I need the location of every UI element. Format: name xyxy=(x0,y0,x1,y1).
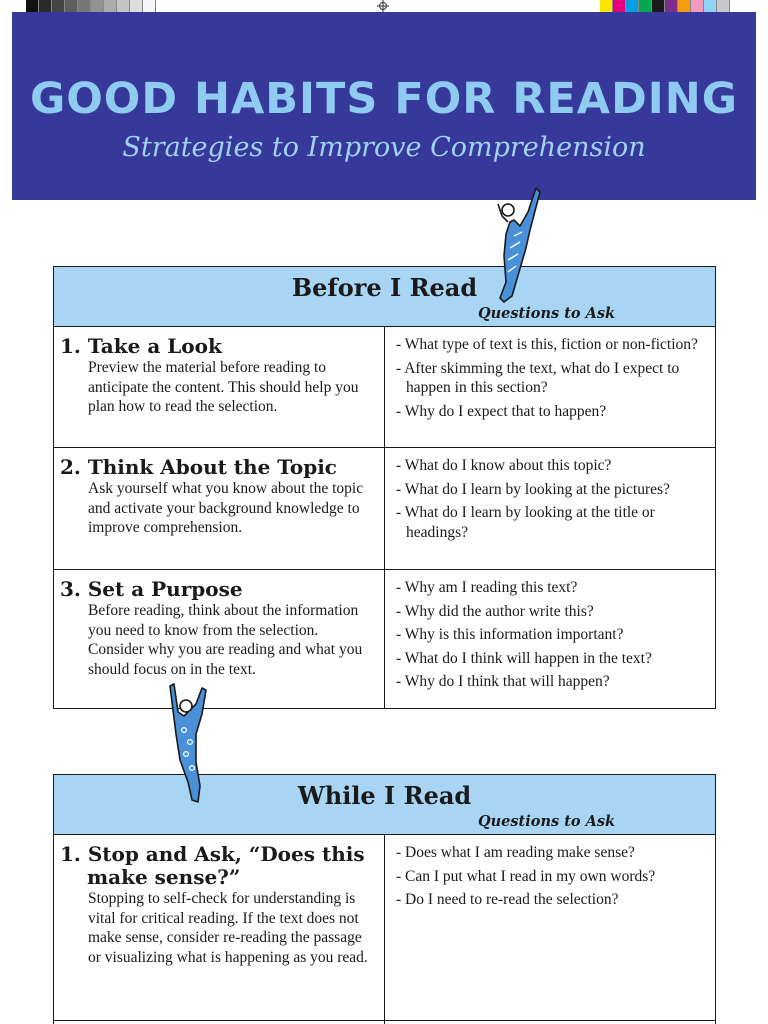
section-title: Before I Read xyxy=(291,273,478,302)
page-subtitle: Strategies to Improve Comprehension xyxy=(122,132,646,163)
question-item: - Why is this information important? xyxy=(396,625,707,645)
question-item: - What type of text is this, fiction or non-fiction? xyxy=(396,335,707,355)
page-title: GOOD HABITS FOR READING xyxy=(29,74,739,124)
question-item: - Why did the author write this? xyxy=(396,602,707,622)
question-item: - Does what I am reading make sense? xyxy=(396,843,707,863)
registration-mark-icon xyxy=(377,0,389,12)
question-list xyxy=(396,578,707,692)
reader-figure-icon xyxy=(162,682,210,806)
question-item: - Can I put what I read in my own words? xyxy=(396,867,707,887)
table-row xyxy=(54,835,715,1021)
section-header xyxy=(54,267,715,327)
question-item: - Why do I think that will happen? xyxy=(396,672,707,692)
strategy-title: 1. Take a Look xyxy=(60,334,222,358)
strategy-title: 3. Set a Purpose xyxy=(60,577,243,601)
questions-column-label: Questions to Ask xyxy=(478,813,616,830)
questions-cell xyxy=(385,570,715,708)
questions-cell xyxy=(385,448,715,569)
strategy-title: 2. Think About the Topic xyxy=(60,455,337,479)
before-i-read-section xyxy=(53,266,716,709)
table-row xyxy=(54,570,715,708)
while-i-read-section xyxy=(53,774,716,1024)
strategy-description: Ask yourself what you know about the topic and activate your background knowledge to improve comprehension. xyxy=(88,480,364,536)
strategy-description: Before reading, think about the information you need to know from the selection. Consider why you are reading and what you should focus on in the text. xyxy=(88,602,363,678)
question-item: - What do I learn by looking at the title or headings? xyxy=(396,503,707,542)
header-banner xyxy=(12,12,756,200)
questions-cell xyxy=(385,835,715,1020)
strategy-cell xyxy=(54,448,385,569)
question-item: - What do I learn by looking at the pictures? xyxy=(396,480,707,500)
question-list xyxy=(396,335,707,421)
question-item: - What do I know about this topic? xyxy=(396,456,707,476)
section-header xyxy=(54,775,715,835)
section-title: While I Read xyxy=(297,781,472,810)
table-row xyxy=(54,327,715,448)
questions-column-label: Questions to Ask xyxy=(478,305,616,322)
question-item: - Do I need to re-read the selection? xyxy=(396,890,707,910)
question-list xyxy=(396,456,707,542)
strategy-cell xyxy=(54,570,385,708)
table-row xyxy=(54,448,715,570)
strategy-description: Stopping to self-check for understanding is vital for critical reading. If the text does not make sense, consider re-reading the passage or visualizing what is happening as you read. xyxy=(88,890,368,966)
strategy-cell xyxy=(54,835,385,1020)
strategy-title: 1. Stop and Ask, “Does this make sense?” xyxy=(60,842,365,889)
question-item: - After skimming the text, what do I expect to happen in this section? xyxy=(396,359,707,398)
question-item: - Why do I expect that to happen? xyxy=(396,402,707,422)
question-item: - What do I think will happen in the text? xyxy=(396,649,707,669)
reader-figure-icon xyxy=(492,186,548,304)
question-list xyxy=(396,843,707,910)
strategy-description: Preview the material before reading to anticipate the content. This should help you plan how to read the selection. xyxy=(88,359,359,415)
strategy-cell xyxy=(54,327,385,447)
question-item: - Why am I reading this text? xyxy=(396,578,707,598)
questions-cell xyxy=(385,327,715,447)
